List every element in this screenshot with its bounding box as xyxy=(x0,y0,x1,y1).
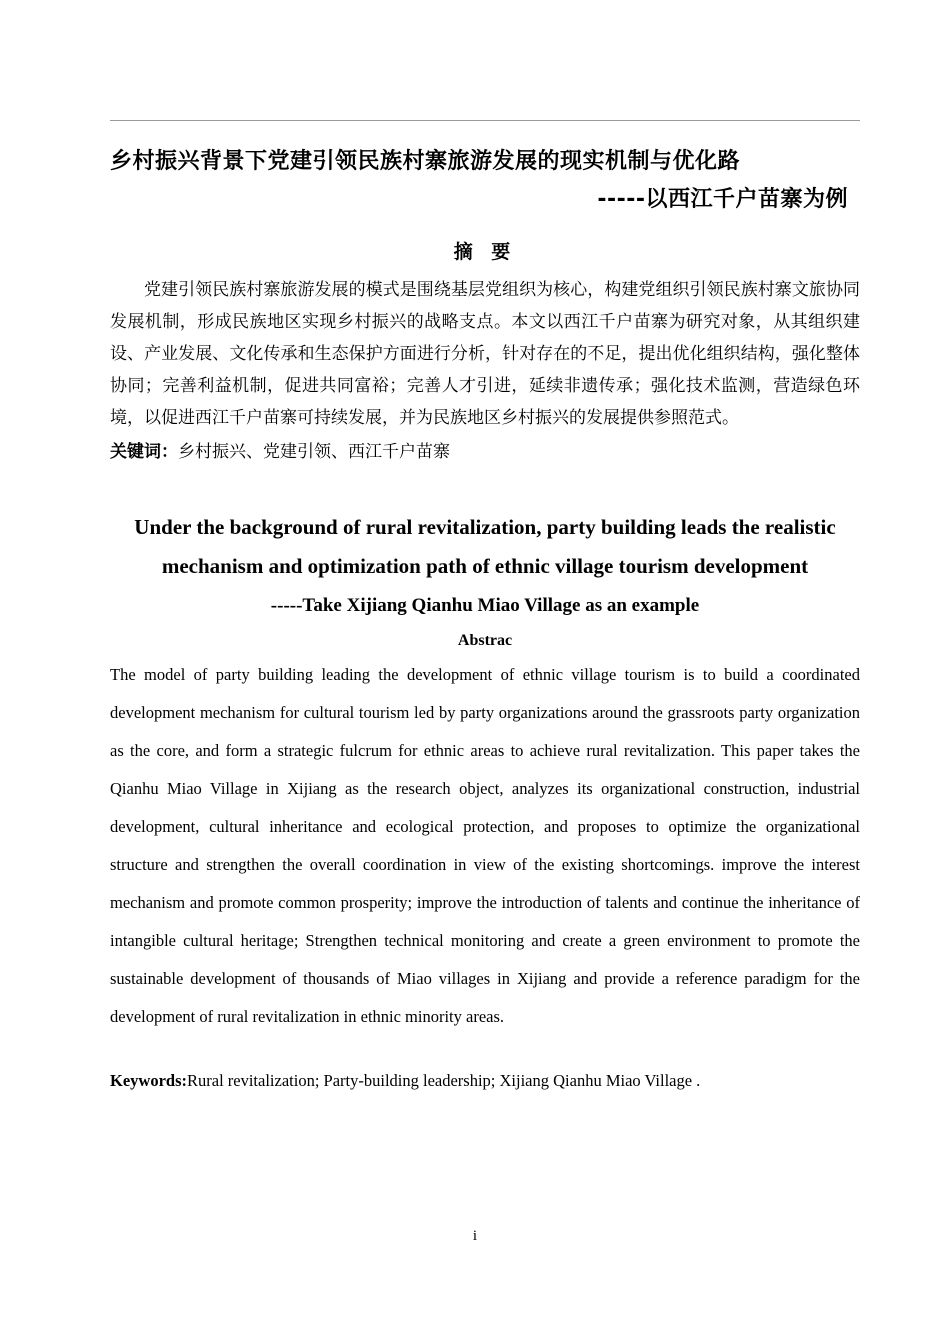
english-keywords xyxy=(110,1064,860,1098)
english-keywords-value: Rural revitalization; Party-building leadership; Xijiang Qianhu Miao Village . xyxy=(187,1071,701,1090)
english-abstract-body: The model of party building leading the development of ethnic village tourism is to build a coordinated development mechanism for cultural tourism led by party organizations around the grassroots party organization as the core, and form a strategic fulcrum for ethnic areas to achieve rural revitalization. This paper takes the Qianhu Miao Village in Xijiang as the research object, analyzes its organizational construction, industrial development, cultural inheritance and ecological protection, and proposes to optimize the organizational structure and strengthen the overall coordination in view of the existing shortcomings. improve the interest mechanism and promote common prosperity; improve the introduction of talents and continue the inheritance of intangible cultural heritage; Strengthen technical monitoring and create a green environment to promote the sustainable development of thousands of Miao villages in Xijiang and provide a reference paradigm for the development of rural revitalization in ethnic minority areas. xyxy=(110,665,860,1026)
english-subtitle: -----Take Xijiang Qianhu Miao Village as an example xyxy=(270,595,700,616)
chinese-keywords xyxy=(110,436,860,468)
chinese-title-line1: 乡村振兴背景下党建引领民族村寨旅游发展的现实机制与优化路 xyxy=(110,149,741,174)
english-keywords-label: Keywords: xyxy=(110,1071,187,1090)
header-divider xyxy=(110,120,860,121)
chinese-title xyxy=(110,143,860,219)
page-number: i xyxy=(472,1228,478,1244)
english-title: Under the background of rural revitalization, party building leads the realistic mechanism and optimization path of ethnic village tourism development xyxy=(134,515,836,578)
english-abstract-heading: Abstrac xyxy=(457,632,513,649)
chinese-abstract-heading: 摘 要 xyxy=(453,241,517,263)
chinese-keywords-value: 乡村振兴、党建引领、西江千户苗寨 xyxy=(178,442,450,462)
chinese-keywords-label: 关键词： xyxy=(110,442,178,462)
page-content xyxy=(110,120,860,1098)
chinese-abstract-body: 党建引领民族村寨旅游发展的模式是围绕基层党组织为核心，构建党组织引领民族村寨文旅协同发展机制，形成民族地区实现乡村振兴的战略支点。本文以西江千户苗寨为研究对象，从其组织建设、产业发展、文化传承和生态保护方面进行分析，针对存在的不足，提出优化组织结构，强化整体协同；完善利益机制，促进共同富裕；完善人才引进，延续非遗传承；强化技术监测，营造绿色环境，以促进西江千户苗寨可持续发展，并为民族地区乡村振兴的发展提供参照范式。 xyxy=(110,280,860,428)
chinese-title-line2: -----以西江千户苗寨为例 xyxy=(597,187,848,212)
